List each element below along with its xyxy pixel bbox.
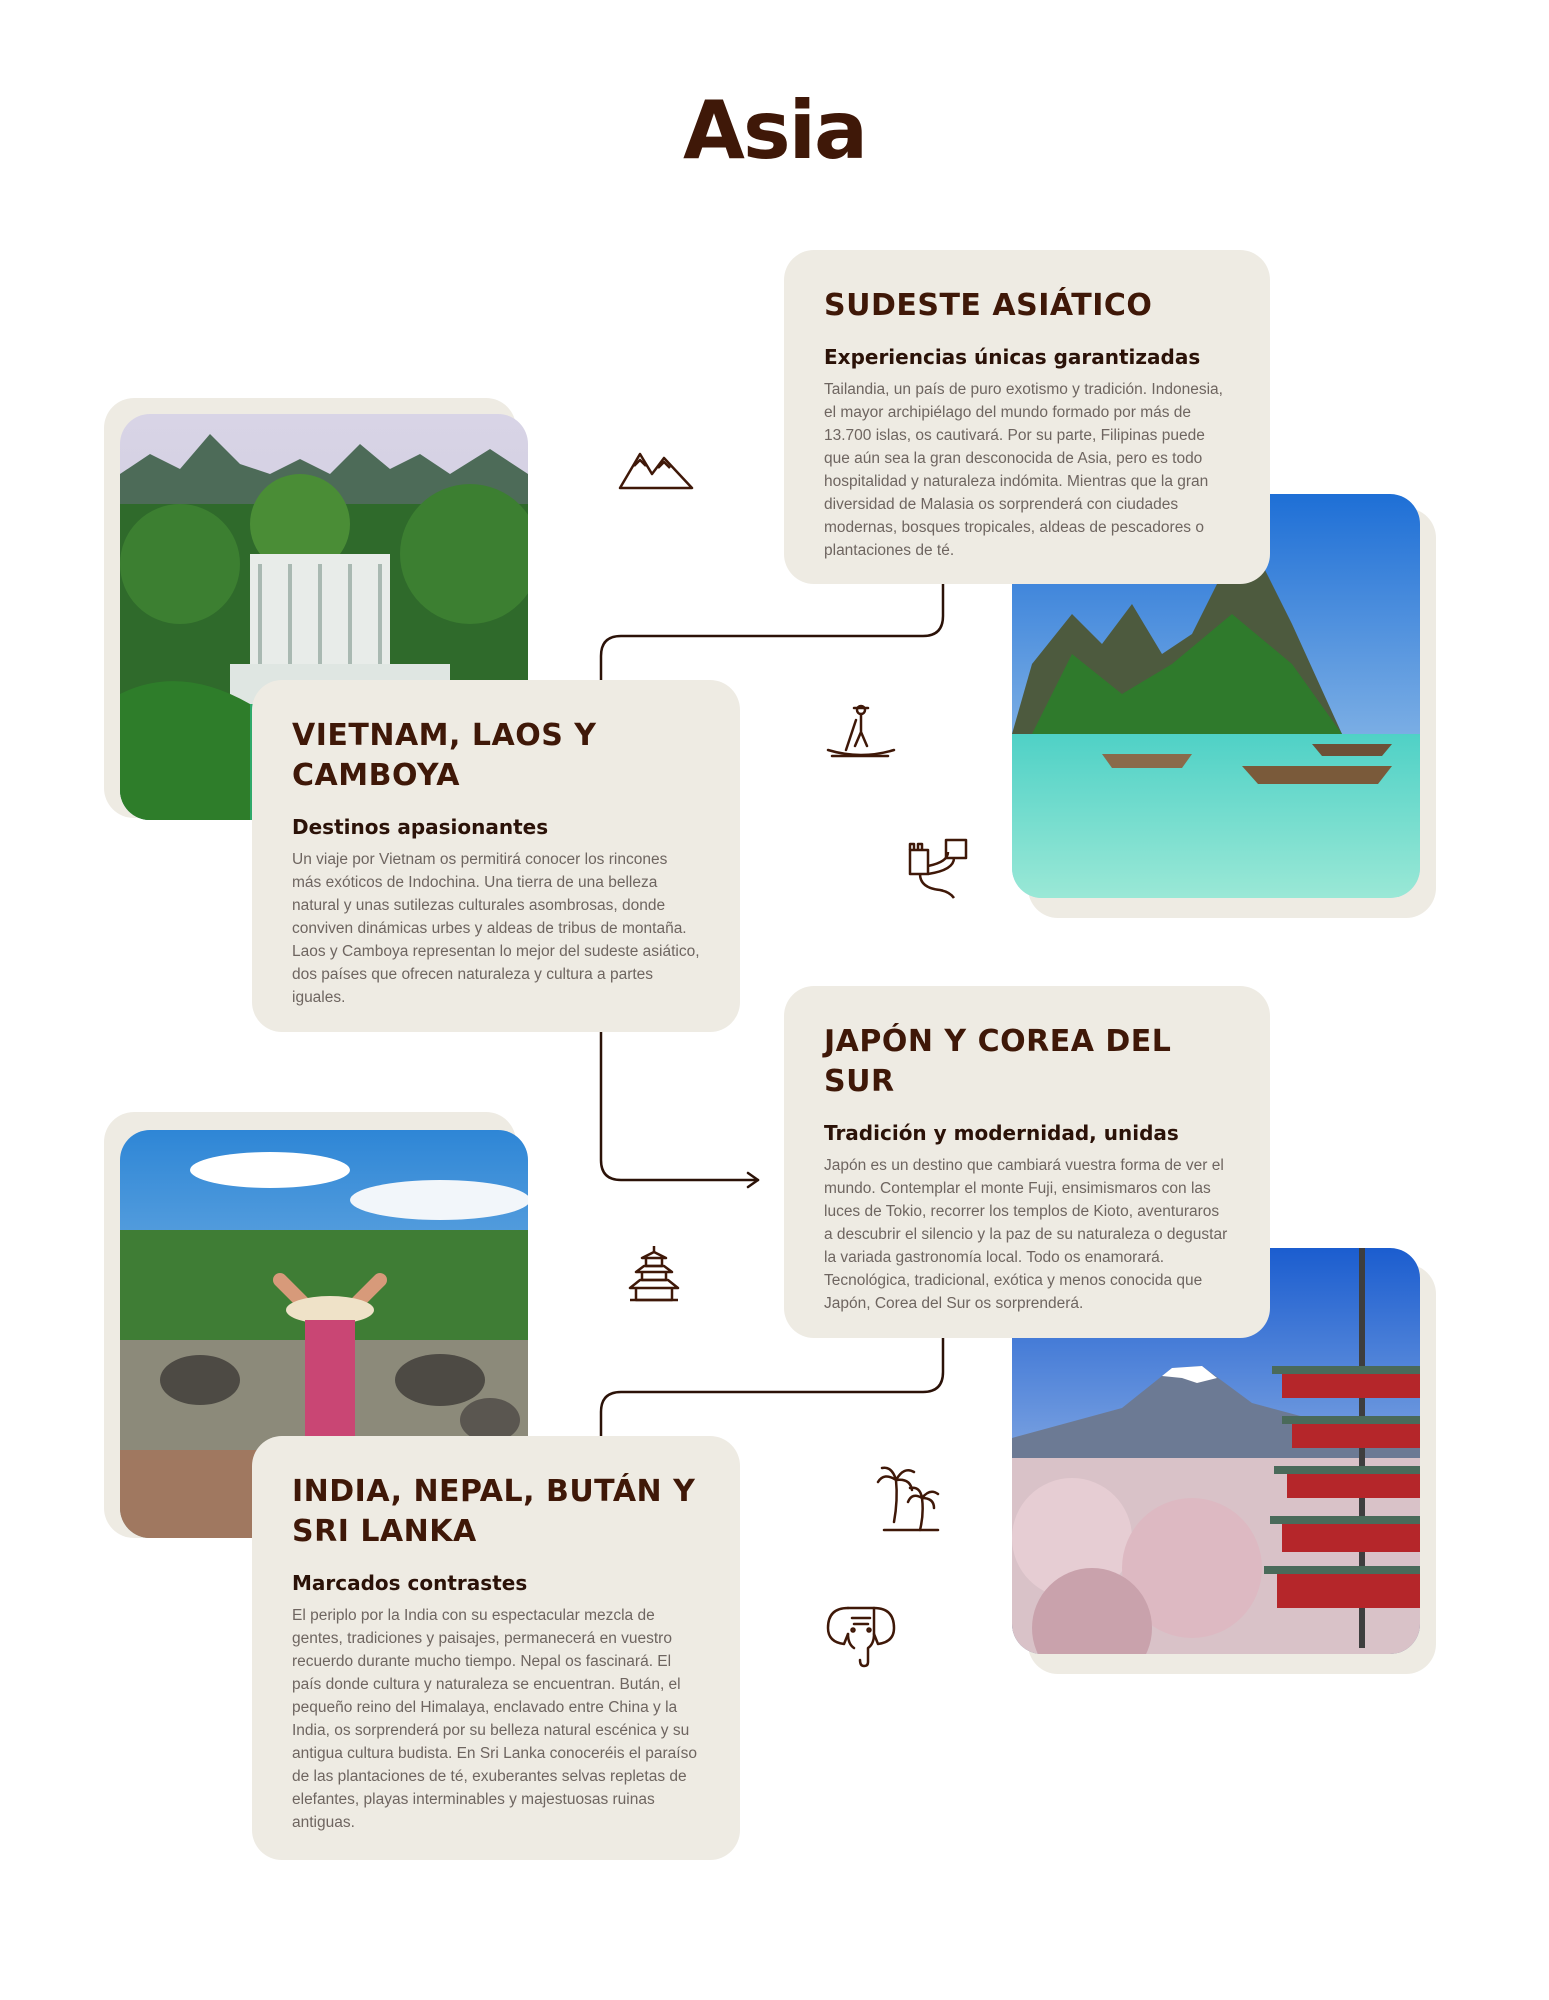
section-heading: SUDESTE ASIÁTICO (824, 288, 1153, 323)
palm-trees-icon (876, 1464, 942, 1536)
page-title: Asia (683, 84, 866, 177)
elephant-icon (826, 1600, 896, 1668)
great-wall-icon (906, 836, 972, 900)
pagoda-icon (626, 1244, 682, 1304)
card-india-nepal-butan-srilanka (252, 1436, 740, 1860)
section-heading: INDIA, NEPAL, BUTÁN Y SRI LANKA (292, 1474, 696, 1549)
section-body: El periplo por la India con su espectacular mezcla de gentes, tradiciones y paisajes, permanecerá en vuestro recuerdo durante mucho tiempo. Nepal os fascinará. El país donde cultura y naturaleza se encuentran. Bután, el pequeño reino del Himalaya, enclavado entre China y la India, os sorprenderá por su belleza natural escénica y su antigua cultura budista. En Sri Lanka conoceréis el paraíso de las plantaciones de té, exuberantes selvas repletas de elefantes, playas interminables y majestuosas ruinas antiguas. (292, 1607, 697, 1831)
section-subheading: Experiencias únicas garantizadas (824, 345, 1201, 369)
section-subheading: Marcados contrastes (292, 1571, 528, 1595)
section-subheading: Destinos apasionantes (292, 815, 549, 839)
section-heading: JAPÓN Y COREA DEL SUR (824, 1024, 1172, 1099)
section-subheading: Tradición y modernidad, unidas (824, 1121, 1179, 1145)
card-sudeste-asiatico (784, 250, 1270, 584)
connector-1 (601, 582, 943, 694)
section-body: Tailandia, un país de puro exotismo y tradición. Indonesia, el mayor archipiélago del mundo formado por más de 13.700 islas, os cautivará. Por su parte, Filipinas puede que aún sea la gran desconocida de Asia, pero es todo hospitalidad y naturaleza indómita. Mientras que la gran diversidad de Malasia os sorprenderá con ciudades modernas, bosques tropicales, aldeas de pescadores o plantaciones de té. (824, 381, 1223, 559)
card-vietnam-laos-camboya (252, 680, 740, 1032)
connector-2 (601, 1010, 758, 1180)
card-japon-corea (784, 986, 1270, 1338)
mountains-icon (618, 446, 694, 492)
section-heading: VIETNAM, LAOS Y CAMBOYA (292, 718, 597, 793)
section-body: Japón es un destino que cambiará vuestra forma de ver el mundo. Contemplar el monte Fuji, ensimismaros con las luces de Tokio, recorrer los templos de Kioto, aventuraros a descubrir el silencio y la paz de su naturaleza o degustar la variada gastronomía local. Todo os enamorará. Tecnológica, tradicional, exótica y menos conocida que Japón, Corea del Sur os sorprenderá. (824, 1157, 1228, 1312)
section-body: Un viaje por Vietnam os permitirá conocer los rincones más exóticos de Indochina. Una tierra de una belleza natural y unas sutilezas culturales asombrosas, donde conviven dinámicas urbes y aldeas de tribus de montaña. Laos y Camboya representan lo mejor del sudeste asiático, dos países que ofrecen naturaleza y cultura a partes iguales. (292, 851, 700, 1006)
boatman-icon (826, 704, 896, 760)
